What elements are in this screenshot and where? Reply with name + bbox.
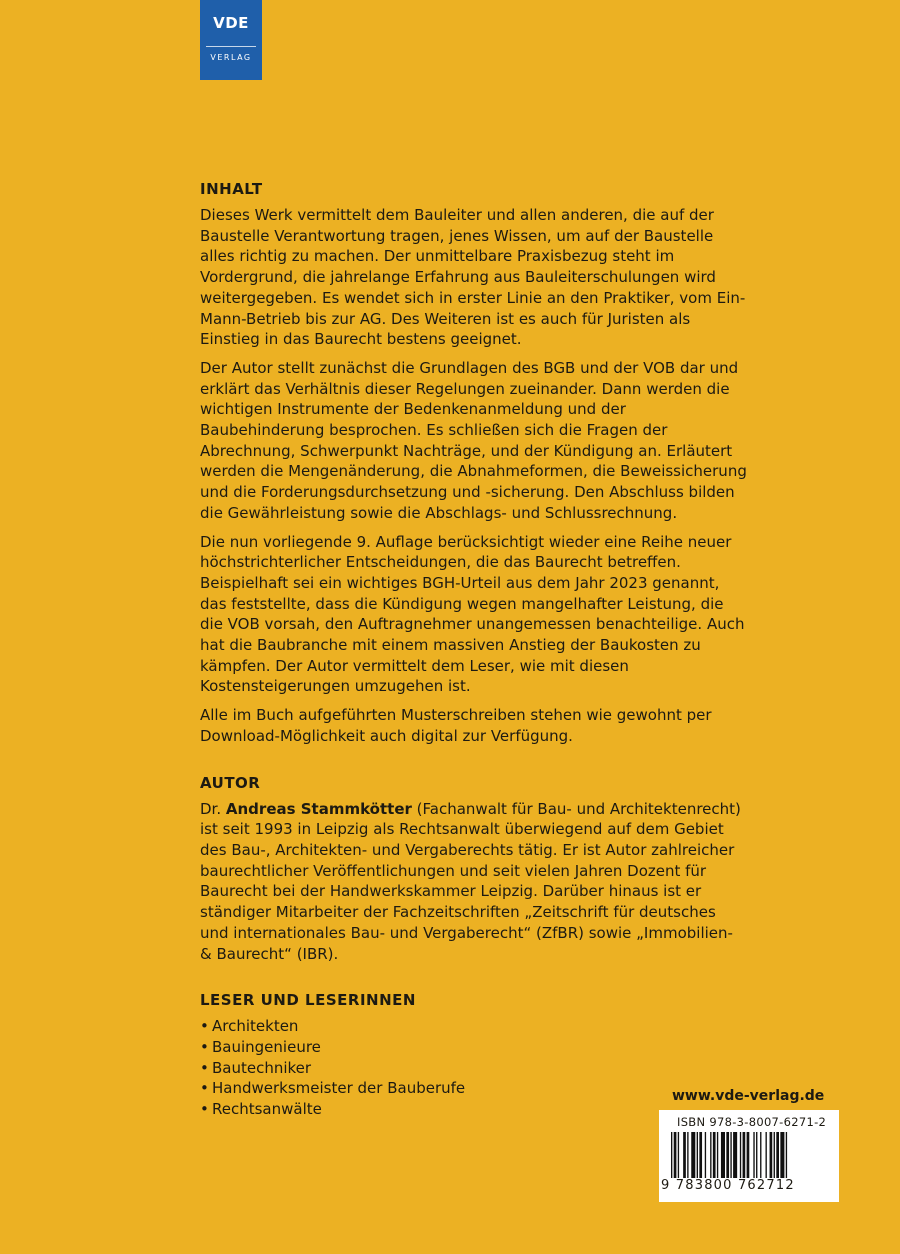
inhalt-paragraph-4: Alle im Buch aufgeführten Musterschreiben stehen wie gewohnt per Download-Möglichkeit auch digital zur Verfügung. (200, 706, 712, 745)
list-item: • Bauingenieure (200, 1037, 321, 1056)
list-item: • Rechtsanwälte (200, 1100, 322, 1119)
inhalt-paragraph-1: Dieses Werk vermittelt dem Bauleiter und allen anderen, die auf der Baustelle Verantwortung tragen, jenes Wissen, um auf der Baustelle alles richtig zu machen. Der unmittelbare Praxisbezug steht im Vordergrund, die jahrelange Erfahrung aus Bauleiterschulungen wird weitergegeben. Es wendet sich in erster Linie an den Praktiker, vom Ein-Mann-Betrieb bis zur AG. Des Weiteren ist es auch für Juristen als Einstieg in das Baurecht bestens geeignet. (200, 206, 746, 349)
leser-heading: LESER UND LESERINNEN (200, 991, 416, 1010)
autor-text: (Fachanwalt für Bau- und Architektenrecht) ist seit 1993 in Leipzig als Rechtsanwalt überwiegend auf dem Gebiet des Bau-, Architekten- und Vergaberechts tätig. Er ist Autor zahlreicher baurechtlicher Veröffentlichungen und seit vielen Jahren Dozent für Baurecht bei der Handwerkskammer Leipzig. Darüber hinaus ist er ständiger Mitarbeiter der Fachzeitschriften „Zeitschrift für deutsches und internationales Bau- und Vergaberecht“ (ZfBR) sowie „Immobilien- & Baurecht“ (IBR). (200, 799, 741, 963)
logo-verlag-text: VERLAG (210, 53, 252, 62)
publisher-url[interactable]: www.vde-verlag.de (672, 1088, 825, 1104)
vde-verlag-logo (200, 0, 262, 80)
bullet-icon: • (200, 1017, 209, 1036)
autor-prefix: Dr. (200, 799, 226, 818)
barcode-number: 9 783800 762712 (661, 1178, 795, 1193)
isbn-label: ISBN 978-3-8007-6271-2 (677, 1115, 827, 1129)
autor-name: Andreas Stammkötter (225, 799, 412, 818)
inhalt-heading: INHALT (200, 180, 263, 198)
bullet-icon: • (200, 1100, 209, 1119)
list-item: • Architekten (200, 1017, 299, 1036)
bullet-icon: • (200, 1037, 209, 1056)
inhalt-paragraph-2: Der Autor stellt zunächst die Grundlagen des BGB und der VOB dar und erklärt das Verhältnis dieser Regelungen zueinander. Dann werden die wichtigen Instrumente der Bedenkenanmeldung und der Baubehinderung besprochen. Es schließen sich die Fragen der Abrechnung, Schwerpunkt Nachträge, und der Kündigung an. Erläutert werden die Mengenänderung, die Abnahmeformen, die Beweissicherung und die Forderungsdurchsetzung und -sicherung. Den Abschluss bilden die Gewährleistung sowie die Abschlags- und Schlussrechnung. (200, 358, 747, 522)
list-item: • Handwerksmeister der Bauberufe (200, 1079, 466, 1098)
logo-divider (206, 46, 256, 47)
reader-list (200, 1016, 748, 1120)
barcode (659, 1110, 839, 1202)
bullet-icon: • (200, 1058, 209, 1077)
autor-heading: AUTOR (200, 773, 261, 792)
bullet-icon: • (200, 1079, 209, 1098)
logo-vde-text: VDE (213, 14, 249, 32)
list-item: • Bautechniker (200, 1058, 312, 1077)
inhalt-paragraph-3: Die nun vorliegende 9. Auflage berücksichtigt wieder eine Reihe neuer höchstrichterlicher Entscheidungen, die das Baurecht betreffen. Beispielhaft sei ein wichtiges BGH-Urteil aus dem Jahr 2023 genannt, das feststellte, dass die Kündigung wegen mangelhafter Leistung, die die VOB vorsah, den Auftragnehmer unangemessen benachteilige. Auch hat die Baubranche mit einem massiven Anstieg der Baukosten zu kämpfen. Der Autor vermittelt dem Leser, wie mit diesen Kostensteigerungen umzugehen ist. (200, 532, 745, 696)
autor-paragraph (200, 799, 748, 965)
back-cover-content (200, 178, 748, 1120)
